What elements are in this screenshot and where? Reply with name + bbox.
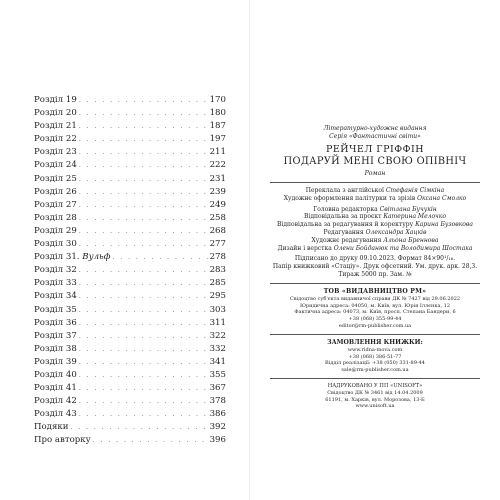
toc-entry-label: Про авторку bbox=[34, 435, 91, 446]
toc-page-number: 367 bbox=[209, 383, 226, 394]
publisher-details bbox=[262, 296, 488, 330]
toc-dot-leader bbox=[79, 382, 208, 395]
toc-entry-title bbox=[34, 317, 79, 330]
toc-entry-label: Розділ 27 bbox=[34, 199, 77, 210]
orders-detail-line: www.ridna-mova.com bbox=[347, 346, 403, 353]
staff-credit bbox=[262, 213, 488, 221]
toc-entry-label: Розділ 33 bbox=[34, 278, 77, 289]
toc-entry-label: Розділ 38 bbox=[34, 343, 77, 354]
staff-role: Дизайн і верстка bbox=[277, 244, 332, 252]
toc-dot-leader bbox=[112, 251, 207, 264]
toc-entry bbox=[34, 238, 226, 251]
staff-credit bbox=[262, 237, 488, 245]
toc-entry-label: Розділ 40 bbox=[34, 369, 77, 380]
toc-entry bbox=[34, 251, 226, 264]
toc-dot-leader bbox=[79, 330, 208, 343]
staff-role: Головна редакторка bbox=[313, 205, 378, 213]
toc-entry-title bbox=[34, 290, 79, 303]
publisher-detail-line: Фактична адреса: 04073, м. Київ, просп. Степана Бандери, 6 bbox=[294, 309, 456, 316]
print-spec-line: Підписано до друку 09.10.2023. Формат 84×90¹/₁₆. bbox=[294, 255, 456, 263]
publisher-detail-line: Свідоцтво суб'єкта видавничої справи ДК № 7427 від 29.06.2022 bbox=[289, 295, 461, 302]
toc-entry-title bbox=[34, 107, 79, 120]
toc-entry-label: Розділ 41 bbox=[34, 383, 77, 394]
toc-dot-leader bbox=[70, 421, 207, 434]
toc-entry-title bbox=[34, 277, 79, 290]
toc-entry-title bbox=[34, 356, 79, 369]
toc-dot-leader bbox=[79, 146, 208, 159]
cover-credit bbox=[262, 195, 488, 203]
toc-dot-leader bbox=[79, 277, 208, 290]
toc-entry bbox=[34, 212, 226, 225]
toc-page-number: 341 bbox=[209, 356, 226, 367]
toc-page-number: 311 bbox=[209, 317, 226, 328]
toc-page-number: 392 bbox=[209, 422, 226, 433]
toc-entry bbox=[34, 277, 226, 290]
toc-entry-label: Розділ 43 bbox=[34, 409, 77, 420]
toc-page-number: 268 bbox=[209, 225, 226, 236]
staff-name: Олександра Хацкiв bbox=[365, 228, 427, 236]
divider bbox=[270, 182, 480, 183]
cover-label: Художнє оформлення палітурки та зрізів bbox=[283, 194, 416, 202]
toc-page-number: 239 bbox=[209, 186, 226, 197]
publisher-detail-line: +38 (068) 355-99-44 bbox=[348, 316, 402, 323]
toc-page-number: 277 bbox=[209, 239, 226, 250]
toc-entry bbox=[34, 343, 226, 356]
staff-name: Карина Бузовкова bbox=[415, 221, 473, 229]
printer-detail-line: www.unisoft.ua bbox=[355, 403, 395, 410]
toc-entry bbox=[34, 186, 226, 199]
toc-dot-leader bbox=[79, 408, 208, 421]
toc-entry bbox=[34, 330, 226, 343]
toc-entry bbox=[34, 304, 226, 317]
toc-page-number: 378 bbox=[209, 396, 226, 407]
toc-dot-leader bbox=[79, 159, 208, 172]
toc-entry bbox=[34, 382, 226, 395]
toc-page-number: 187 bbox=[209, 121, 226, 132]
book-title: ПОДАРУЙ МЕНІ СВОЮ ОПІВНІЧ bbox=[283, 156, 467, 167]
toc-entry-label: Розділ 37 bbox=[34, 330, 77, 341]
toc-entry-title bbox=[34, 395, 79, 408]
toc-entry-label: Розділ 34 bbox=[34, 291, 77, 302]
toc-entry bbox=[34, 107, 226, 120]
divider bbox=[270, 334, 480, 335]
series-line-2: Серія «Фантастичні світи» bbox=[329, 133, 421, 140]
toc-entry bbox=[34, 133, 226, 146]
toc-dot-leader bbox=[79, 356, 208, 369]
orders-detail-line: sale@rm-publisher.com.ua bbox=[341, 367, 409, 374]
toc-dot-leader bbox=[79, 264, 208, 277]
toc-dot-leader bbox=[79, 133, 208, 146]
toc-dot-leader bbox=[79, 369, 208, 382]
toc-dot-leader bbox=[79, 199, 208, 212]
toc-dot-leader bbox=[79, 395, 208, 408]
toc-dot-leader bbox=[79, 304, 208, 317]
toc-entry-title bbox=[34, 225, 79, 238]
toc-entry-label: Розділ 30 bbox=[34, 239, 77, 250]
toc-entry-label: Розділ 24 bbox=[34, 160, 77, 171]
staff-role: Відповідальна за проєкт bbox=[304, 213, 382, 221]
toc-dot-leader bbox=[79, 290, 208, 303]
toc-entry-title bbox=[34, 304, 79, 317]
toc-entry-label: Розділ 22 bbox=[34, 134, 77, 145]
translation-credit bbox=[262, 187, 488, 195]
toc-entry-label: Розділ 35 bbox=[34, 304, 77, 315]
toc-page-number: 258 bbox=[209, 212, 226, 223]
toc-entry-title bbox=[34, 94, 79, 107]
publisher-detail-line: editor@rm-publisher.com.ua bbox=[338, 322, 412, 329]
staff-credits bbox=[262, 206, 488, 253]
printer-details bbox=[262, 390, 488, 410]
orders-detail-line: +38 (068) 386-51-77 bbox=[348, 353, 402, 360]
toc-entry bbox=[34, 290, 226, 303]
toc-entry bbox=[34, 225, 226, 238]
staff-credit bbox=[262, 206, 488, 214]
toc-entry bbox=[34, 421, 226, 434]
series-line-1: Літературно-художнє видання bbox=[323, 125, 427, 132]
toc-entry-label: Розділ 20 bbox=[34, 108, 77, 119]
print-spec-line: Тираж 5000 пр. Зам. № bbox=[338, 270, 412, 278]
publisher-name: ТОВ «ВИДАВНИЦТВО РМ» bbox=[323, 287, 427, 295]
toc-entry bbox=[34, 199, 226, 212]
toc-entry-label: Подяки bbox=[34, 422, 69, 433]
cover-artist-name: Оксана Смолко bbox=[417, 194, 467, 202]
toc-entry-title bbox=[34, 173, 79, 186]
toc-entry-title bbox=[34, 382, 79, 395]
toc-entry-label: Розділ 23 bbox=[34, 147, 77, 158]
toc-entry-title bbox=[34, 186, 79, 199]
print-spec-line: Папір книжковий «Стацiу». Друк офсетний. Ум. друк. арк. 28,3. bbox=[272, 263, 478, 271]
toc-page-number: 197 bbox=[209, 134, 226, 145]
toc-page-number: 180 bbox=[209, 108, 226, 119]
toc-entry-title bbox=[34, 369, 79, 382]
toc-entry-title bbox=[34, 251, 112, 264]
printer-heading: НАДРУКОВАНО У ПП «UNISOFT» bbox=[327, 382, 423, 389]
toc-entry-label: Розділ 21 bbox=[34, 121, 77, 132]
toc-dot-leader bbox=[79, 225, 208, 238]
toc-entry-title bbox=[34, 146, 79, 159]
toc-entry bbox=[34, 395, 226, 408]
toc-dot-leader bbox=[79, 120, 208, 133]
toc-entry-label: Розділ 42 bbox=[34, 396, 77, 407]
toc-entry-subtitle: Вульф bbox=[82, 252, 111, 263]
staff-name: Свiтлана Бучукiн bbox=[379, 205, 437, 213]
translation-label: Переклала з англійської bbox=[305, 187, 384, 194]
orders-details bbox=[262, 347, 488, 374]
toc-page-number: 222 bbox=[209, 160, 226, 171]
toc-entry-title bbox=[34, 343, 79, 356]
orders-heading: ЗАМОВЛЕННЯ КНИЖКИ: bbox=[327, 338, 423, 346]
toc-entry bbox=[34, 159, 226, 172]
toc-entry bbox=[34, 408, 226, 421]
toc-entry bbox=[34, 369, 226, 382]
toc-page-number: 295 bbox=[209, 291, 226, 302]
staff-name: Катерина Мелочко bbox=[383, 213, 446, 221]
toc-page-number: 386 bbox=[209, 409, 226, 420]
staff-role: Художнє редагування bbox=[311, 236, 382, 244]
toc-dot-leader bbox=[79, 186, 208, 199]
divider bbox=[270, 283, 480, 284]
toc-page-number: 355 bbox=[209, 369, 226, 380]
toc-dot-leader bbox=[79, 317, 208, 330]
staff-role: Редагування bbox=[323, 228, 364, 236]
publisher-detail-line: Юридична адреса: 04050, м. Київ, вул. Юрія Іллєнка, 12 bbox=[299, 302, 451, 309]
toc-entry-label: Розділ 29 bbox=[34, 225, 77, 236]
toc-dot-leader bbox=[79, 343, 208, 356]
toc-entry-label: Розділ 25 bbox=[34, 173, 77, 184]
toc-entry bbox=[34, 173, 226, 186]
toc-entry-title bbox=[34, 212, 79, 225]
divider bbox=[270, 378, 480, 379]
toc-entry bbox=[34, 146, 226, 159]
toc-dot-leader bbox=[93, 434, 208, 447]
toc-entry bbox=[34, 94, 226, 107]
toc-entry-title bbox=[34, 199, 79, 212]
book-author: РЕЙЧЕЛ ГРІФФІН bbox=[325, 144, 425, 155]
toc-page-number: 211 bbox=[209, 147, 226, 158]
toc-dot-leader bbox=[79, 212, 208, 225]
translator-name: Стефанія Сімкіна bbox=[385, 187, 445, 194]
toc-dot-leader bbox=[79, 173, 208, 186]
toc-page-number: 249 bbox=[209, 199, 226, 210]
staff-credit bbox=[262, 229, 488, 237]
toc-entry-label: Розділ 26 bbox=[34, 186, 77, 197]
toc-entry-title bbox=[34, 330, 79, 343]
toc-entry-title bbox=[34, 133, 79, 146]
staff-credit bbox=[262, 245, 488, 253]
toc-entry-title bbox=[34, 264, 79, 277]
printer-detail-line: 61191, м. Харків, вул. Морозова, 13-Б bbox=[325, 396, 425, 403]
toc-entry-title bbox=[34, 238, 79, 251]
toc-page-number: 303 bbox=[209, 304, 226, 315]
toc-entry-title bbox=[34, 120, 79, 133]
toc-page-number: 231 bbox=[209, 173, 226, 184]
book-genre: Роман bbox=[364, 170, 386, 177]
toc-page-number: 285 bbox=[209, 278, 226, 289]
toc-entry-title bbox=[34, 421, 70, 434]
staff-credit bbox=[262, 221, 488, 229]
toc-entry bbox=[34, 317, 226, 330]
toc-page-number: 396 bbox=[209, 435, 226, 446]
toc-entry bbox=[34, 264, 226, 277]
toc-entry bbox=[34, 356, 226, 369]
toc-dot-leader bbox=[79, 238, 208, 251]
toc-entry bbox=[34, 434, 226, 447]
orders-detail-line: Відділ реалізації: +38 (050) 331-89-44 bbox=[325, 360, 425, 367]
staff-name: Альона Бреннова bbox=[383, 236, 439, 244]
printer-detail-line: Свідоцтво ДК № 3461 від 14.04.2009 bbox=[327, 389, 423, 396]
toc-entry-title bbox=[34, 159, 79, 172]
toc-entry bbox=[34, 120, 226, 133]
toc-entry-label: Розділ 31. bbox=[34, 252, 80, 263]
toc-entry-title bbox=[34, 408, 79, 421]
imprint-block bbox=[262, 125, 488, 410]
toc-entry-title bbox=[34, 434, 93, 447]
toc-dot-leader bbox=[79, 94, 208, 107]
toc-entry-label: Розділ 19 bbox=[34, 95, 77, 105]
print-specs bbox=[262, 255, 488, 278]
toc-dot-leader bbox=[79, 107, 208, 120]
toc-page-number: 278 bbox=[209, 252, 226, 263]
toc-page-number: 322 bbox=[209, 330, 226, 341]
toc-entry-label: Розділ 32 bbox=[34, 265, 77, 276]
toc-entry-label: Розділ 39 bbox=[34, 356, 77, 367]
table-of-contents bbox=[34, 94, 226, 448]
imprint-page bbox=[250, 0, 500, 500]
staff-role: Відповідальна за редагування й коректуру bbox=[277, 221, 414, 229]
toc-page-number: 332 bbox=[209, 343, 226, 354]
toc-page-number: 170 bbox=[209, 95, 226, 105]
toc-entry-label: Розділ 28 bbox=[34, 212, 77, 223]
toc-entry-label: Розділ 36 bbox=[34, 317, 77, 328]
toc-page-number: 283 bbox=[209, 265, 226, 276]
staff-name: Олени Бойданюк та Володимира Шостака bbox=[333, 244, 473, 252]
